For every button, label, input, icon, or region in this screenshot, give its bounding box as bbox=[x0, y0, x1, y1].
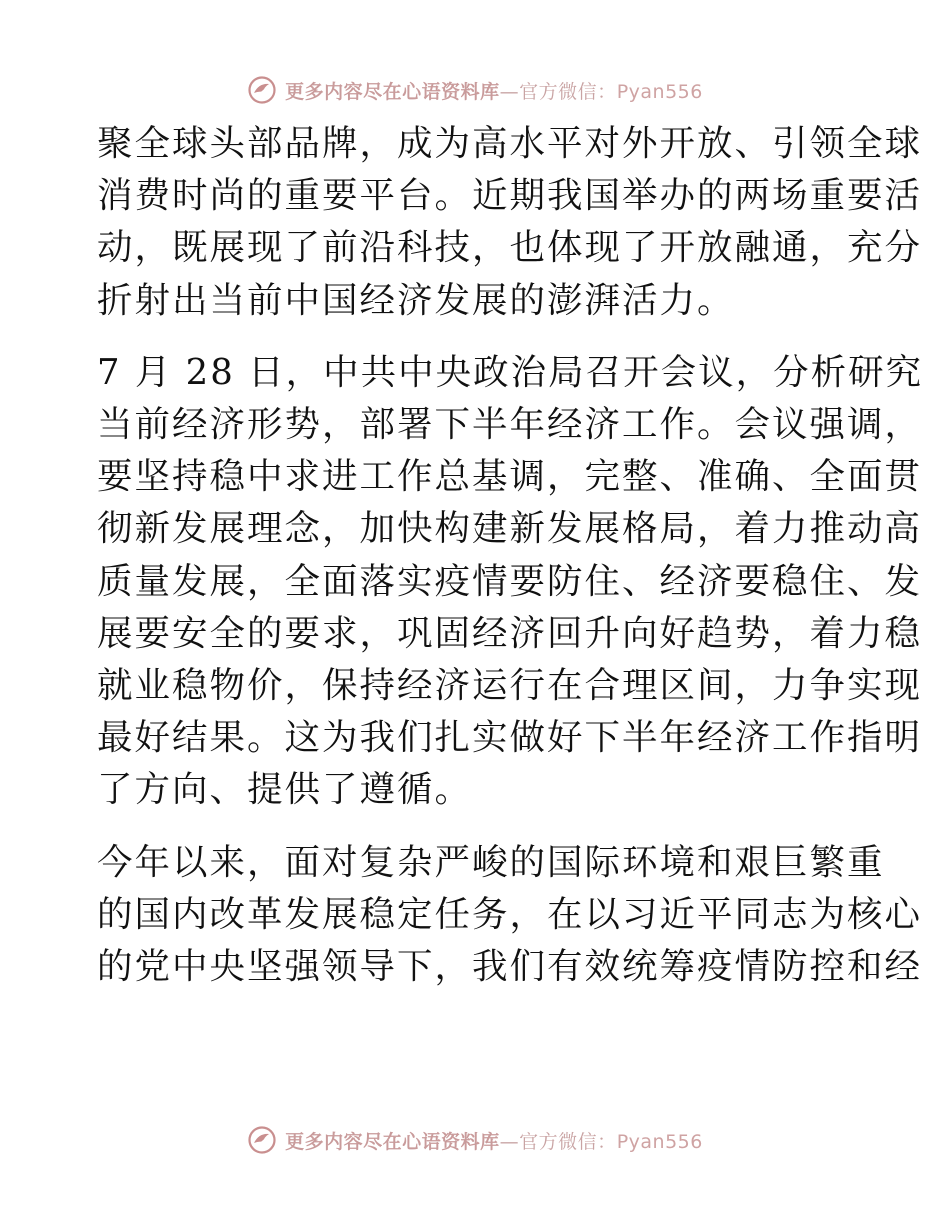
watermark-separator: — bbox=[499, 80, 520, 103]
document-body bbox=[97, 118, 924, 993]
text-line: 了方向、提供了遵循。 bbox=[97, 769, 473, 811]
watermark-id: Pyan556 bbox=[616, 1130, 703, 1153]
text-line: 当前经济形势，部署下半年经济工作。会议强调， bbox=[97, 404, 923, 446]
text-line: 最好结果。这为我们扎实做好下半年经济工作指明 bbox=[97, 717, 923, 759]
watermark-label: 官方微信： bbox=[519, 1130, 617, 1153]
text-line: 动，既展现了前沿科技，也体现了开放融通，充分 bbox=[97, 227, 923, 269]
text-line: 聚全球头部品牌，成为高水平对外开放、引领全球 bbox=[97, 123, 923, 164]
watermark-separator: — bbox=[499, 1130, 520, 1153]
text-line: 就业稳物价，保持经济运行在合理区间，力争实现 bbox=[97, 665, 923, 707]
text-line: 消费时尚的重要平台。近期我国举办的两场重要活 bbox=[97, 175, 923, 217]
text-line: 今年以来，面对复杂严峻的国际环境和艰巨繁重 bbox=[97, 841, 885, 883]
text-line: 要坚持稳中求进工作总基调，完整、准确、全面贯 bbox=[97, 456, 923, 498]
logo-icon bbox=[247, 1125, 277, 1155]
text-line: 质量发展，全面落实疫情要防住、经济要稳住、发 bbox=[97, 560, 923, 602]
header-watermark bbox=[0, 72, 950, 108]
watermark-main: 更多内容尽在心语资料库 bbox=[285, 80, 500, 103]
footer-watermark bbox=[0, 1122, 950, 1158]
watermark-text bbox=[285, 77, 703, 104]
watermark-label: 官方微信： bbox=[519, 80, 617, 103]
watermark-text bbox=[285, 1127, 703, 1154]
text-line: 的国内改革发展稳定任务，在以习近平同志为核心 bbox=[97, 893, 923, 935]
text-line: 7 月 28 日，中共中央政治局召开会议，分析研究 bbox=[97, 351, 924, 393]
paragraph-1 bbox=[97, 118, 923, 327]
text-line: 彻新发展理念，加快构建新发展格局，着力推动高 bbox=[97, 508, 923, 550]
watermark-main: 更多内容尽在心语资料库 bbox=[285, 1130, 500, 1153]
watermark-id: Pyan556 bbox=[616, 80, 703, 103]
paragraph-3 bbox=[97, 837, 923, 994]
text-line: 折射出当前中国经济发展的澎湃活力。 bbox=[97, 279, 735, 321]
paragraph-2 bbox=[97, 347, 924, 817]
text-line: 展要安全的要求，巩固经济回升向好趋势，着力稳 bbox=[97, 612, 923, 654]
text-line: 的党中央坚强领导下，我们有效统筹疫情防控和经 bbox=[97, 946, 923, 988]
logo-icon bbox=[247, 75, 277, 105]
